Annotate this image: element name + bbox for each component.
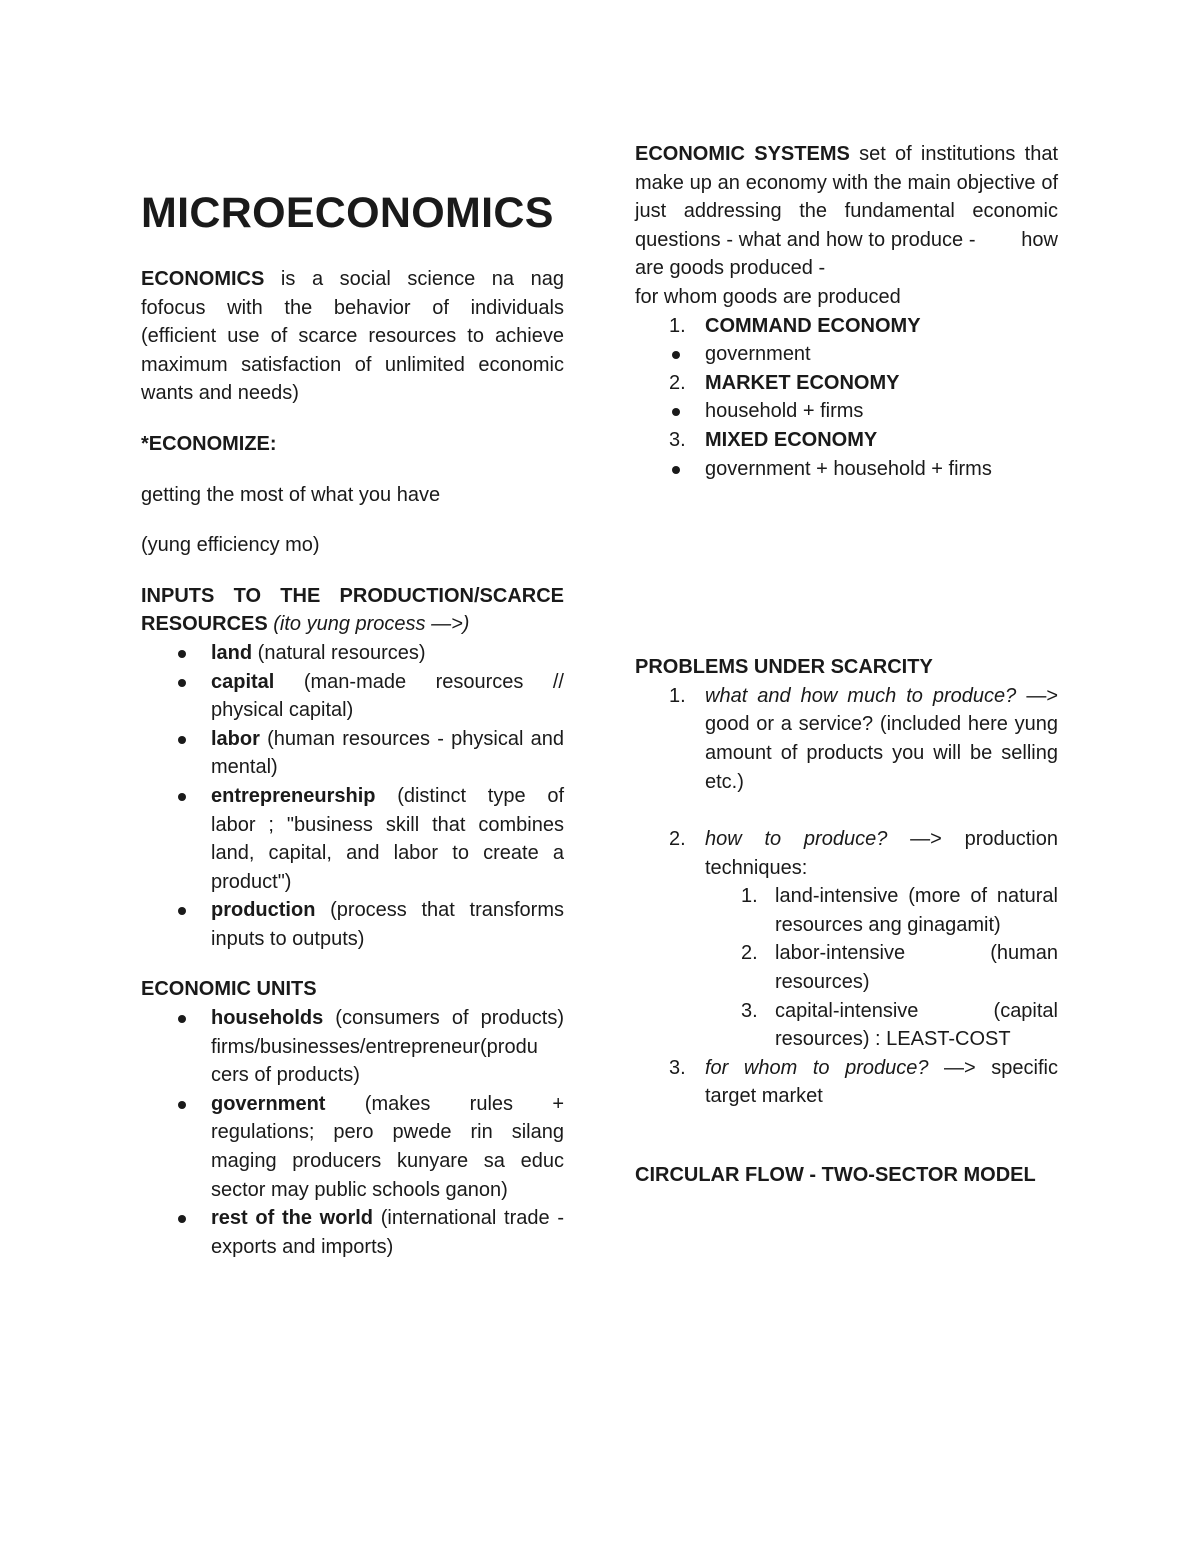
unit-term: rest of the world: [211, 1207, 374, 1230]
system-name: MIXED ECONOMY: [705, 428, 878, 451]
input-desc: (natural resources): [252, 641, 426, 664]
technique-text: capital-intensive (capital resources) : LEAST-COST: [775, 999, 1058, 1051]
economics-definition: [141, 265, 564, 408]
problem-question: how to produce?: [705, 828, 888, 851]
technique-item: [705, 882, 1058, 939]
bullet-icon: [178, 907, 186, 915]
problem-answer: —> production techniques:: [705, 828, 1058, 879]
bullet-icon: [178, 650, 186, 658]
input-term: production: [211, 899, 316, 922]
left-column: [141, 185, 564, 1261]
technique-item: [705, 997, 1058, 1054]
system-item: [635, 426, 1058, 455]
page-title: MICROECONOMICS: [141, 189, 554, 237]
list-item: [141, 725, 564, 782]
economize-heading: [141, 430, 564, 459]
system-actor: [635, 397, 1058, 426]
list-number: 3.: [741, 999, 758, 1022]
list-number: 1.: [669, 314, 686, 337]
systems-list: [635, 312, 1058, 484]
unit-desc: (international trade - exports and imports): [211, 1207, 564, 1258]
input-term: capital: [211, 670, 275, 693]
list-item: [141, 639, 564, 668]
list-number: 3.: [669, 1056, 686, 1079]
input-desc: (distinct type of labor ; "business skill that combines land, capital, and labor to create a product"): [211, 784, 564, 893]
bullet-icon: [178, 1215, 186, 1223]
problem-question: what and how much to produce?: [705, 684, 1017, 707]
problem-answer: —> good or a service? (included here yung amount of products you will be selling etc.): [705, 684, 1058, 793]
system-name: MARKET ECONOMY: [705, 371, 900, 394]
unit-desc: (makes rules + regulations; pero pwede rin silang maging producers kunyare sa educ sector may public schools ganon): [211, 1092, 564, 1201]
problems-heading: [635, 653, 1058, 682]
input-desc: (man-made resources // physical capital): [211, 670, 564, 722]
bullet-icon: [672, 351, 680, 359]
bullet-icon: [178, 1015, 186, 1023]
unit-desc: (consumers of products) firms/businesses/entrepreneur(produ cers of products): [211, 1007, 564, 1087]
problem-item: [635, 682, 1058, 796]
system-actor-text: household + firms: [705, 400, 864, 423]
list-item: [141, 1090, 564, 1204]
bullet-icon: [178, 1101, 186, 1109]
list-number: 2.: [669, 828, 686, 851]
bullet-icon: [672, 408, 680, 416]
systems-definition: [635, 140, 1058, 283]
unit-term: households: [211, 1007, 324, 1030]
problem-item: [635, 825, 1058, 1054]
economics-term: ECONOMICS: [141, 268, 265, 290]
technique-text: land-intensive (more of natural resources ang ginagamit): [775, 885, 1058, 936]
problems-list: [635, 682, 1058, 1111]
inputs-heading-note: (ito yung process —>): [267, 613, 470, 636]
input-term: land: [211, 641, 253, 664]
problem-item: [635, 1054, 1058, 1111]
list-item: [141, 668, 564, 725]
bullet-icon: [178, 679, 186, 687]
circular-flow-heading-text: CIRCULAR FLOW - TWO-SECTOR MODEL: [635, 1164, 1036, 1187]
economize-definition: getting the most of what you have: [141, 483, 441, 506]
circular-flow-heading: [635, 1161, 1058, 1190]
unit-term: government: [211, 1092, 326, 1115]
list-item: [141, 782, 564, 896]
problem-question: for whom to produce?: [705, 1056, 929, 1079]
list-item: [141, 1204, 564, 1261]
input-term: entrepreneurship: [211, 784, 376, 807]
system-name: COMMAND ECONOMY: [705, 314, 921, 337]
techniques-list: [705, 882, 1058, 1054]
list-number: 1.: [741, 885, 758, 908]
technique-text: labor-intensive (human resources): [775, 942, 1058, 994]
system-actor-text: government: [705, 343, 811, 366]
list-number: 2.: [741, 942, 758, 965]
list-number: 2.: [669, 371, 686, 394]
bullet-icon: [178, 736, 186, 744]
problem-answer: —> specific target market: [705, 1056, 1058, 1108]
system-item: [635, 369, 1058, 398]
technique-item: [705, 939, 1058, 996]
input-desc: (process that transforms inputs to outputs): [211, 899, 564, 950]
right-column: [635, 140, 1058, 1190]
bullet-icon: [672, 466, 680, 474]
system-actor: [635, 340, 1058, 369]
economize-heading-text: *ECONOMIZE:: [141, 432, 277, 455]
economize-note: (yung efficiency mo): [141, 534, 320, 557]
input-term: labor: [211, 727, 260, 750]
bullet-icon: [178, 793, 186, 801]
units-heading-text: ECONOMIC UNITS: [141, 978, 317, 1001]
systems-def-text-1: set of institutions that make up an economy with the main objective of just addressing the fundamental economic questions - what and how to produce -: [635, 143, 1059, 251]
system-actor-text: government + household + firms: [705, 457, 992, 480]
units-list: [141, 1004, 564, 1261]
economics-def-text: is a social science na nag fofocus with the behavior of individuals (efficient use of scarce resources to achieve maximum satisfaction of unlimited economic wants and needs): [141, 268, 564, 405]
system-item: [635, 312, 1058, 341]
systems-def-text-3: for whom goods are produced: [635, 285, 901, 308]
inputs-heading: [141, 582, 564, 639]
list-item: [141, 1004, 564, 1090]
problems-heading-text: PROBLEMS UNDER SCARCITY: [635, 656, 933, 679]
list-item: [141, 896, 564, 953]
input-desc: (human resources - physical and mental): [211, 727, 564, 779]
inputs-list: [141, 639, 564, 954]
system-actor: [635, 455, 1058, 484]
list-number: 1.: [669, 684, 686, 707]
systems-term: ECONOMIC SYSTEMS: [635, 143, 850, 165]
units-heading: [141, 975, 564, 1004]
inputs-heading-text: INPUTS TO THE PRODUCTION/SCARCE RESOURCES: [141, 584, 564, 636]
list-number: 3.: [669, 428, 686, 451]
systems-def-text-2: how are goods produced -: [635, 228, 1058, 280]
